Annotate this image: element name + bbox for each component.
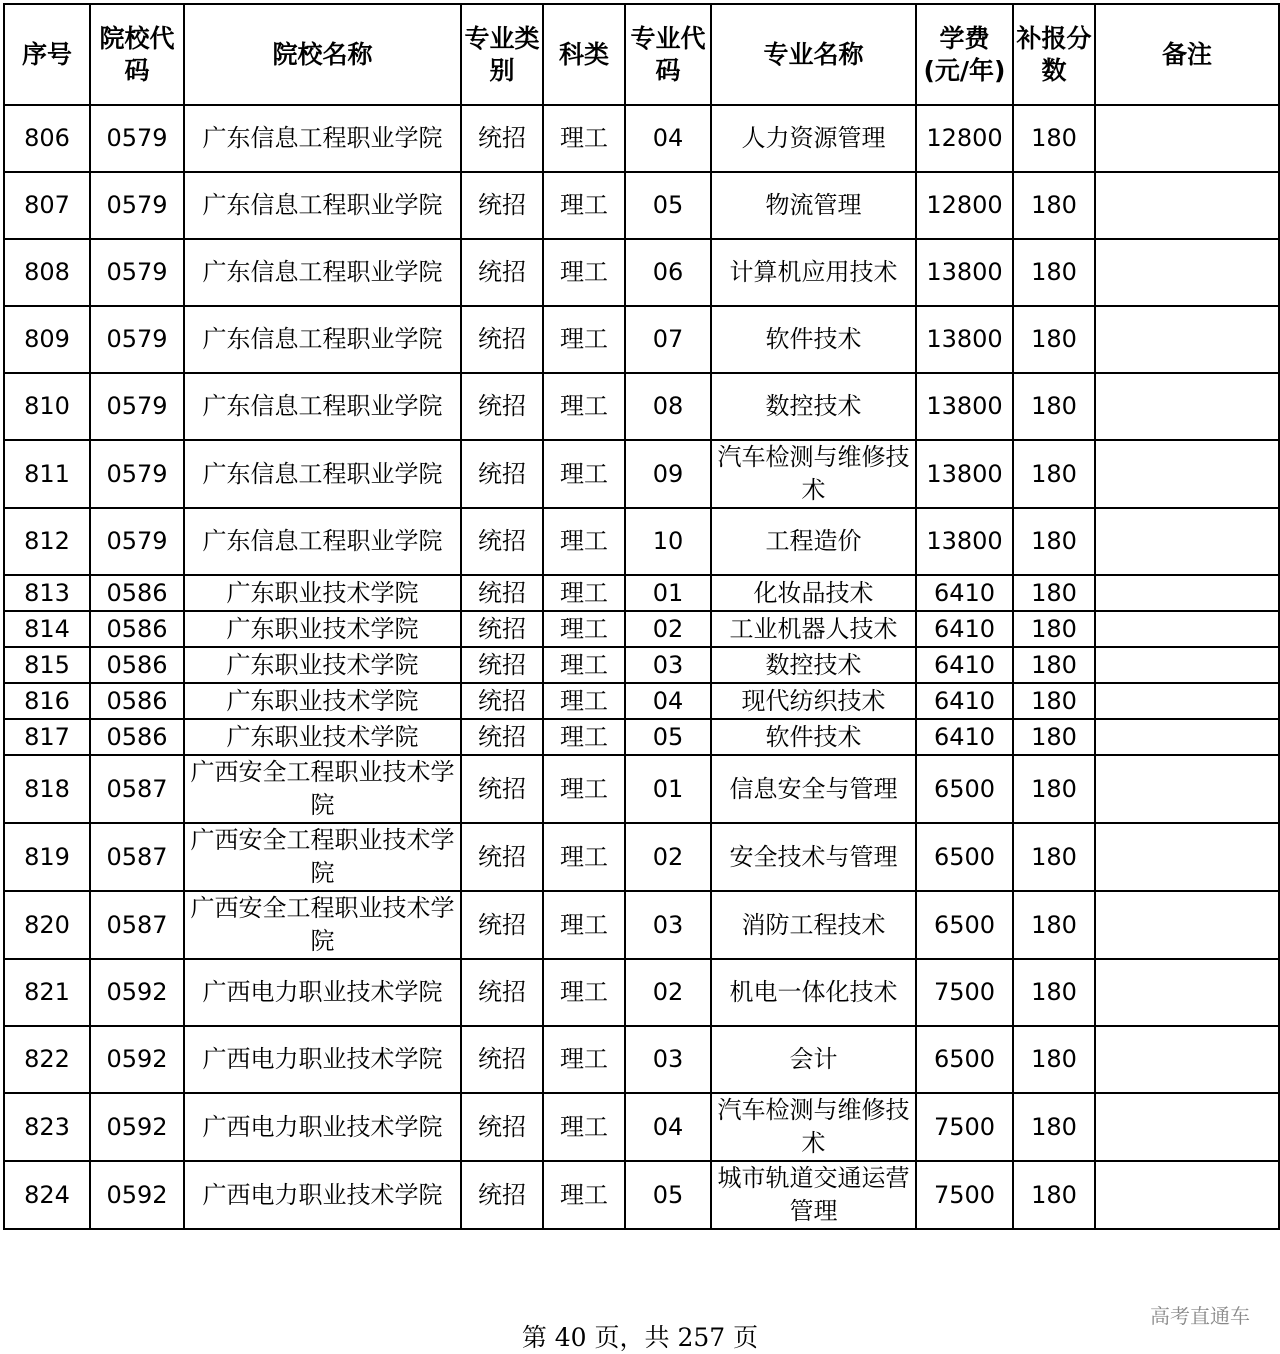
table-cell: 统招: [461, 755, 543, 823]
header-cell: 院校名称: [184, 4, 461, 105]
table-cell: 815: [4, 647, 90, 683]
table-cell: 812: [4, 508, 90, 575]
table-row: [4, 373, 1279, 440]
table-cell: 理工: [543, 1093, 625, 1161]
table-cell: 广东信息工程职业学院: [184, 172, 461, 239]
table-cell: 统招: [461, 373, 543, 440]
table-cell: 统招: [461, 719, 543, 755]
table-cell: 13800: [916, 373, 1013, 440]
table-cell: 0579: [90, 373, 184, 440]
table-cell: 08: [625, 373, 711, 440]
table-cell: 03: [625, 891, 711, 959]
table-body: [4, 105, 1279, 1229]
table-row: [4, 306, 1279, 373]
table-cell: 824: [4, 1161, 90, 1229]
table-cell: 0587: [90, 891, 184, 959]
table-cell: 09: [625, 440, 711, 508]
table-cell: 6500: [916, 755, 1013, 823]
table-cell: 理工: [543, 611, 625, 647]
table-cell: 822: [4, 1026, 90, 1093]
table-cell: 180: [1013, 823, 1095, 891]
table-cell: 人力资源管理: [711, 105, 916, 172]
table-cell: 808: [4, 239, 90, 306]
table-cell: 软件技术: [711, 306, 916, 373]
table-cell: 理工: [543, 306, 625, 373]
table-cell: [1095, 306, 1279, 373]
table-cell: 汽车检测与维修技术: [711, 1093, 916, 1161]
table-cell: 0579: [90, 239, 184, 306]
header-cell: 备注: [1095, 4, 1279, 105]
table-cell: [1095, 647, 1279, 683]
header-cell: 序号: [4, 4, 90, 105]
table-cell: 理工: [543, 172, 625, 239]
table-cell: 0586: [90, 683, 184, 719]
table-cell: 广东信息工程职业学院: [184, 239, 461, 306]
table-cell: 0592: [90, 1026, 184, 1093]
table-cell: 823: [4, 1093, 90, 1161]
table-row: [4, 1093, 1279, 1161]
table-cell: 广东职业技术学院: [184, 683, 461, 719]
table-row: [4, 719, 1279, 755]
table-cell: 816: [4, 683, 90, 719]
table-cell: 0586: [90, 647, 184, 683]
table-cell: 广西安全工程职业技术学院: [184, 823, 461, 891]
table-cell: 0586: [90, 719, 184, 755]
table-cell: 180: [1013, 1161, 1095, 1229]
table-cell: 6410: [916, 683, 1013, 719]
table-row: [4, 1161, 1279, 1229]
table-cell: 6500: [916, 1026, 1013, 1093]
table-cell: 统招: [461, 172, 543, 239]
table-cell: 现代纺织技术: [711, 683, 916, 719]
table-row: [4, 239, 1279, 306]
table-cell: [1095, 575, 1279, 611]
table-cell: 809: [4, 306, 90, 373]
table-cell: 0586: [90, 575, 184, 611]
table-cell: 理工: [543, 959, 625, 1026]
table-cell: 广西电力职业技术学院: [184, 1161, 461, 1229]
table-cell: 0579: [90, 306, 184, 373]
table-row: [4, 823, 1279, 891]
table-cell: 广西安全工程职业技术学院: [184, 755, 461, 823]
table-cell: [1095, 172, 1279, 239]
table-cell: 广西电力职业技术学院: [184, 1093, 461, 1161]
table-cell: [1095, 611, 1279, 647]
table-cell: 04: [625, 105, 711, 172]
table-cell: 817: [4, 719, 90, 755]
watermark: 高考直通车: [1150, 1304, 1250, 1328]
table-cell: 理工: [543, 239, 625, 306]
table-cell: 理工: [543, 683, 625, 719]
table-cell: 06: [625, 239, 711, 306]
table-cell: 180: [1013, 172, 1095, 239]
table-cell: 0579: [90, 508, 184, 575]
table-cell: 0592: [90, 959, 184, 1026]
table-cell: 理工: [543, 575, 625, 611]
table-cell: 180: [1013, 239, 1095, 306]
table-cell: [1095, 105, 1279, 172]
table-cell: 6500: [916, 891, 1013, 959]
table-cell: 信息安全与管理: [711, 755, 916, 823]
table-cell: 统招: [461, 1093, 543, 1161]
table-cell: [1095, 959, 1279, 1026]
table-cell: 广西电力职业技术学院: [184, 959, 461, 1026]
table-cell: 6410: [916, 575, 1013, 611]
table-cell: 03: [625, 647, 711, 683]
page-footer: 第 40 页，共 257 页: [521, 1323, 759, 1352]
table-cell: 01: [625, 755, 711, 823]
table-cell: 180: [1013, 306, 1095, 373]
table-cell: 810: [4, 373, 90, 440]
table-cell: 广东职业技术学院: [184, 575, 461, 611]
table-cell: 物流管理: [711, 172, 916, 239]
table-cell: 广东职业技术学院: [184, 611, 461, 647]
table-cell: 统招: [461, 959, 543, 1026]
table-cell: [1095, 440, 1279, 508]
table-header-row: [4, 4, 1279, 105]
table-row: [4, 647, 1279, 683]
table-cell: 理工: [543, 1026, 625, 1093]
table-cell: 806: [4, 105, 90, 172]
table-cell: 广西电力职业技术学院: [184, 1026, 461, 1093]
table-cell: 理工: [543, 891, 625, 959]
table-cell: 807: [4, 172, 90, 239]
table-cell: [1095, 239, 1279, 306]
table-cell: 6500: [916, 823, 1013, 891]
table-cell: 统招: [461, 306, 543, 373]
table-cell: [1095, 683, 1279, 719]
table-row: [4, 755, 1279, 823]
table-cell: 180: [1013, 611, 1095, 647]
table-cell: 820: [4, 891, 90, 959]
table-cell: 180: [1013, 959, 1095, 1026]
table-cell: [1095, 508, 1279, 575]
table-cell: 180: [1013, 647, 1095, 683]
table-cell: 统招: [461, 823, 543, 891]
table-cell: 0579: [90, 440, 184, 508]
table-cell: 理工: [543, 373, 625, 440]
table-cell: 180: [1013, 440, 1095, 508]
table-cell: 0592: [90, 1161, 184, 1229]
table-cell: 计算机应用技术: [711, 239, 916, 306]
table-cell: 统招: [461, 891, 543, 959]
table-cell: 数控技术: [711, 647, 916, 683]
table-row: [4, 508, 1279, 575]
table-cell: [1095, 755, 1279, 823]
table-row: [4, 611, 1279, 647]
table-cell: 广东信息工程职业学院: [184, 373, 461, 440]
table-cell: 02: [625, 823, 711, 891]
table-cell: 180: [1013, 891, 1095, 959]
table-row: [4, 440, 1279, 508]
table-cell: 会计: [711, 1026, 916, 1093]
table-cell: 6410: [916, 647, 1013, 683]
table-cell: 811: [4, 440, 90, 508]
table-row: [4, 1026, 1279, 1093]
table-cell: 180: [1013, 373, 1095, 440]
table-cell: 10: [625, 508, 711, 575]
table-cell: 7500: [916, 1161, 1013, 1229]
table-cell: 819: [4, 823, 90, 891]
table-cell: 180: [1013, 755, 1095, 823]
table-cell: 13800: [916, 239, 1013, 306]
table-cell: [1095, 1161, 1279, 1229]
table-cell: 04: [625, 683, 711, 719]
header-cell: 专业代码: [625, 4, 711, 105]
table-cell: 机电一体化技术: [711, 959, 916, 1026]
table-cell: [1095, 1093, 1279, 1161]
table-cell: 广东职业技术学院: [184, 647, 461, 683]
table-cell: 04: [625, 1093, 711, 1161]
table-cell: 0587: [90, 755, 184, 823]
table-cell: 工程造价: [711, 508, 916, 575]
table-cell: 理工: [543, 440, 625, 508]
table-cell: 广东信息工程职业学院: [184, 440, 461, 508]
table-cell: 化妆品技术: [711, 575, 916, 611]
table-cell: 软件技术: [711, 719, 916, 755]
table-cell: 广东信息工程职业学院: [184, 508, 461, 575]
table-cell: 813: [4, 575, 90, 611]
header-cell: 院校代码: [90, 4, 184, 105]
table-cell: 12800: [916, 105, 1013, 172]
header-cell: 学费(元/年): [916, 4, 1013, 105]
table-cell: [1095, 891, 1279, 959]
table-cell: 统招: [461, 683, 543, 719]
header-cell: 科类: [543, 4, 625, 105]
table-cell: 理工: [543, 105, 625, 172]
header-cell: 补报分数: [1013, 4, 1095, 105]
table-cell: 城市轨道交通运营管理: [711, 1161, 916, 1229]
table-cell: 广东信息工程职业学院: [184, 105, 461, 172]
table-cell: 理工: [543, 823, 625, 891]
table-row: [4, 959, 1279, 1026]
table-row: [4, 575, 1279, 611]
table-cell: 统招: [461, 508, 543, 575]
table-cell: 07: [625, 306, 711, 373]
table-cell: 统招: [461, 647, 543, 683]
table-cell: 01: [625, 575, 711, 611]
table-cell: 05: [625, 719, 711, 755]
table-cell: 广东职业技术学院: [184, 719, 461, 755]
table-cell: 理工: [543, 508, 625, 575]
table-cell: 统招: [461, 1026, 543, 1093]
table-cell: [1095, 373, 1279, 440]
table-cell: 818: [4, 755, 90, 823]
table-cell: 统招: [461, 611, 543, 647]
table-cell: 180: [1013, 683, 1095, 719]
table-cell: 13800: [916, 306, 1013, 373]
admissions-table: [3, 3, 1280, 1230]
table-cell: 180: [1013, 719, 1095, 755]
table-cell: 统招: [461, 575, 543, 611]
table-cell: 安全技术与管理: [711, 823, 916, 891]
table-row: [4, 105, 1279, 172]
table-cell: 6410: [916, 611, 1013, 647]
header-cell: 专业名称: [711, 4, 916, 105]
table-cell: 统招: [461, 105, 543, 172]
table-cell: 6410: [916, 719, 1013, 755]
table-cell: 821: [4, 959, 90, 1026]
table-cell: 03: [625, 1026, 711, 1093]
table-row: [4, 172, 1279, 239]
table-cell: 汽车检测与维修技术: [711, 440, 916, 508]
table-cell: 理工: [543, 1161, 625, 1229]
table-cell: [1095, 719, 1279, 755]
table-row: [4, 891, 1279, 959]
table-cell: 统招: [461, 1161, 543, 1229]
table-cell: 广东信息工程职业学院: [184, 306, 461, 373]
table-cell: 工业机器人技术: [711, 611, 916, 647]
table-cell: 7500: [916, 1093, 1013, 1161]
table-cell: 180: [1013, 1026, 1095, 1093]
table-cell: 180: [1013, 575, 1095, 611]
table-cell: 统招: [461, 239, 543, 306]
table-cell: 05: [625, 1161, 711, 1229]
table-cell: 理工: [543, 647, 625, 683]
table-cell: 数控技术: [711, 373, 916, 440]
table-cell: 180: [1013, 1093, 1095, 1161]
table-cell: 0579: [90, 172, 184, 239]
table-cell: 理工: [543, 755, 625, 823]
table-cell: [1095, 823, 1279, 891]
table-cell: 0592: [90, 1093, 184, 1161]
table-row: [4, 683, 1279, 719]
table-cell: 0579: [90, 105, 184, 172]
table-cell: 7500: [916, 959, 1013, 1026]
table-cell: 广西安全工程职业技术学院: [184, 891, 461, 959]
table-cell: 消防工程技术: [711, 891, 916, 959]
table-cell: 理工: [543, 719, 625, 755]
table-cell: 05: [625, 172, 711, 239]
table-cell: 02: [625, 959, 711, 1026]
table-cell: 13800: [916, 440, 1013, 508]
table-cell: 0586: [90, 611, 184, 647]
table-cell: [1095, 1026, 1279, 1093]
table-cell: 180: [1013, 105, 1095, 172]
table-cell: 180: [1013, 508, 1095, 575]
table-cell: 0587: [90, 823, 184, 891]
table-cell: 02: [625, 611, 711, 647]
table-cell: 12800: [916, 172, 1013, 239]
table-cell: 13800: [916, 508, 1013, 575]
header-cell: 专业类别: [461, 4, 543, 105]
table-cell: 814: [4, 611, 90, 647]
table-cell: 统招: [461, 440, 543, 508]
